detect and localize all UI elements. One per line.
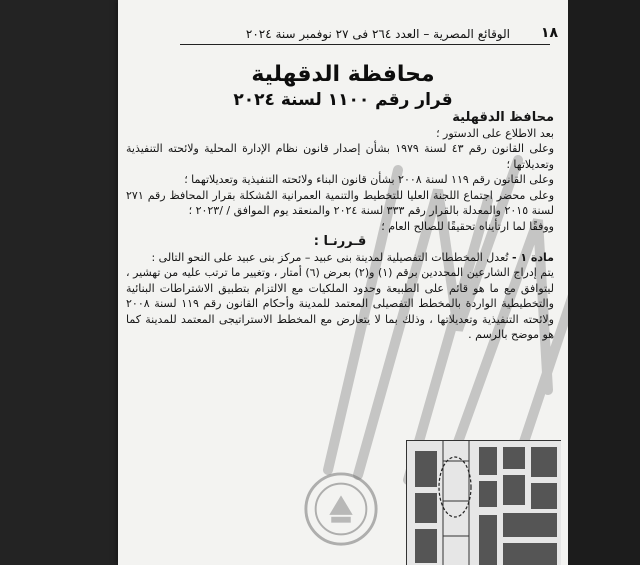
- document-page: [118, 0, 568, 565]
- preamble-line: وعلى القانون رقم ١١٩ لسنة ٢٠٠٨ بشأن قانون البناء ولائحته التنفيذية وتعديلاتهما ؛: [184, 173, 554, 186]
- header-rule: [180, 44, 550, 45]
- official-seal: [302, 470, 380, 548]
- preamble-line: ووفقًا لما ارتأيناه تحقيقًا للصالح العام ؛: [381, 219, 554, 233]
- governorate-title: محافظة الدقهلية: [251, 62, 435, 87]
- decree-body: [126, 110, 554, 343]
- preamble-line: وعلى محضر اجتماع اللجنة العليا للتخطيط والتنمية العمرانية المُشكلة بقرار المحافظ رقم ٢٧١ لسنة ٢٠١٥ والمعدلة بالقرار رقم ٣٣٣ لسنة ٢٠٢٤ والمنعقد يوم الموافق / /٢٠٢٣ ؛: [126, 188, 554, 217]
- governor-heading: محافظ الدقهلية: [452, 110, 554, 125]
- decided-heading: قـررنـا :: [313, 234, 367, 249]
- article-subject: تُعدل المخططات التفصيلية لمدينة بنى عبيد – مركز بنى عبيد على النحو التالى :: [151, 250, 509, 264]
- site-plan-map: [406, 440, 561, 565]
- running-title: الوقائع المصرية – العدد ٢٦٤ فى ٢٧ نوفمبر سنة ٢٠٢٤: [245, 27, 510, 41]
- preamble-line: وعلى القانون رقم ٤٣ لسنة ١٩٧٩ بشأن إصدار قانون نظام الإدارة المحلية ولائحته التنفيذية وتعديلاتها ؛: [126, 142, 555, 171]
- article-number: مادة ١ -: [511, 250, 554, 264]
- preamble-line: بعد الاطلاع على الدستور ؛: [436, 126, 554, 140]
- article-text: يتم إدراج الشارعين المحددين برقم (١) و(٢) بعرض (٦) أمتار ، وتغيير ما ترتب عليه من تهشير ، ليتوافق مع ما هو قائم على الطبيعة وحدود الملكيات مع الالتزام بتطبيق الاشتراطات البنائية والتخطيطية الواردة بالمخطط التفصيلى المعتمد للمدينة وأحكام القانون رقم ١١٩ لسنة ٢٠٠٨ ولائحته التنفيذية وتعديلاتها ، وذلك بما لا يتعارض مع المخطط الاستراتيجى المعتمد للمدينة كما هو موضح بالرسم .: [126, 266, 554, 341]
- viewer-right-margin: [568, 0, 640, 565]
- article-heading: [126, 250, 554, 266]
- decree-title: قرار رقم ١١٠٠ لسنة ٢٠٢٤: [233, 90, 453, 110]
- page-number: ١٨: [540, 25, 558, 41]
- viewer-left-margin: [0, 0, 118, 565]
